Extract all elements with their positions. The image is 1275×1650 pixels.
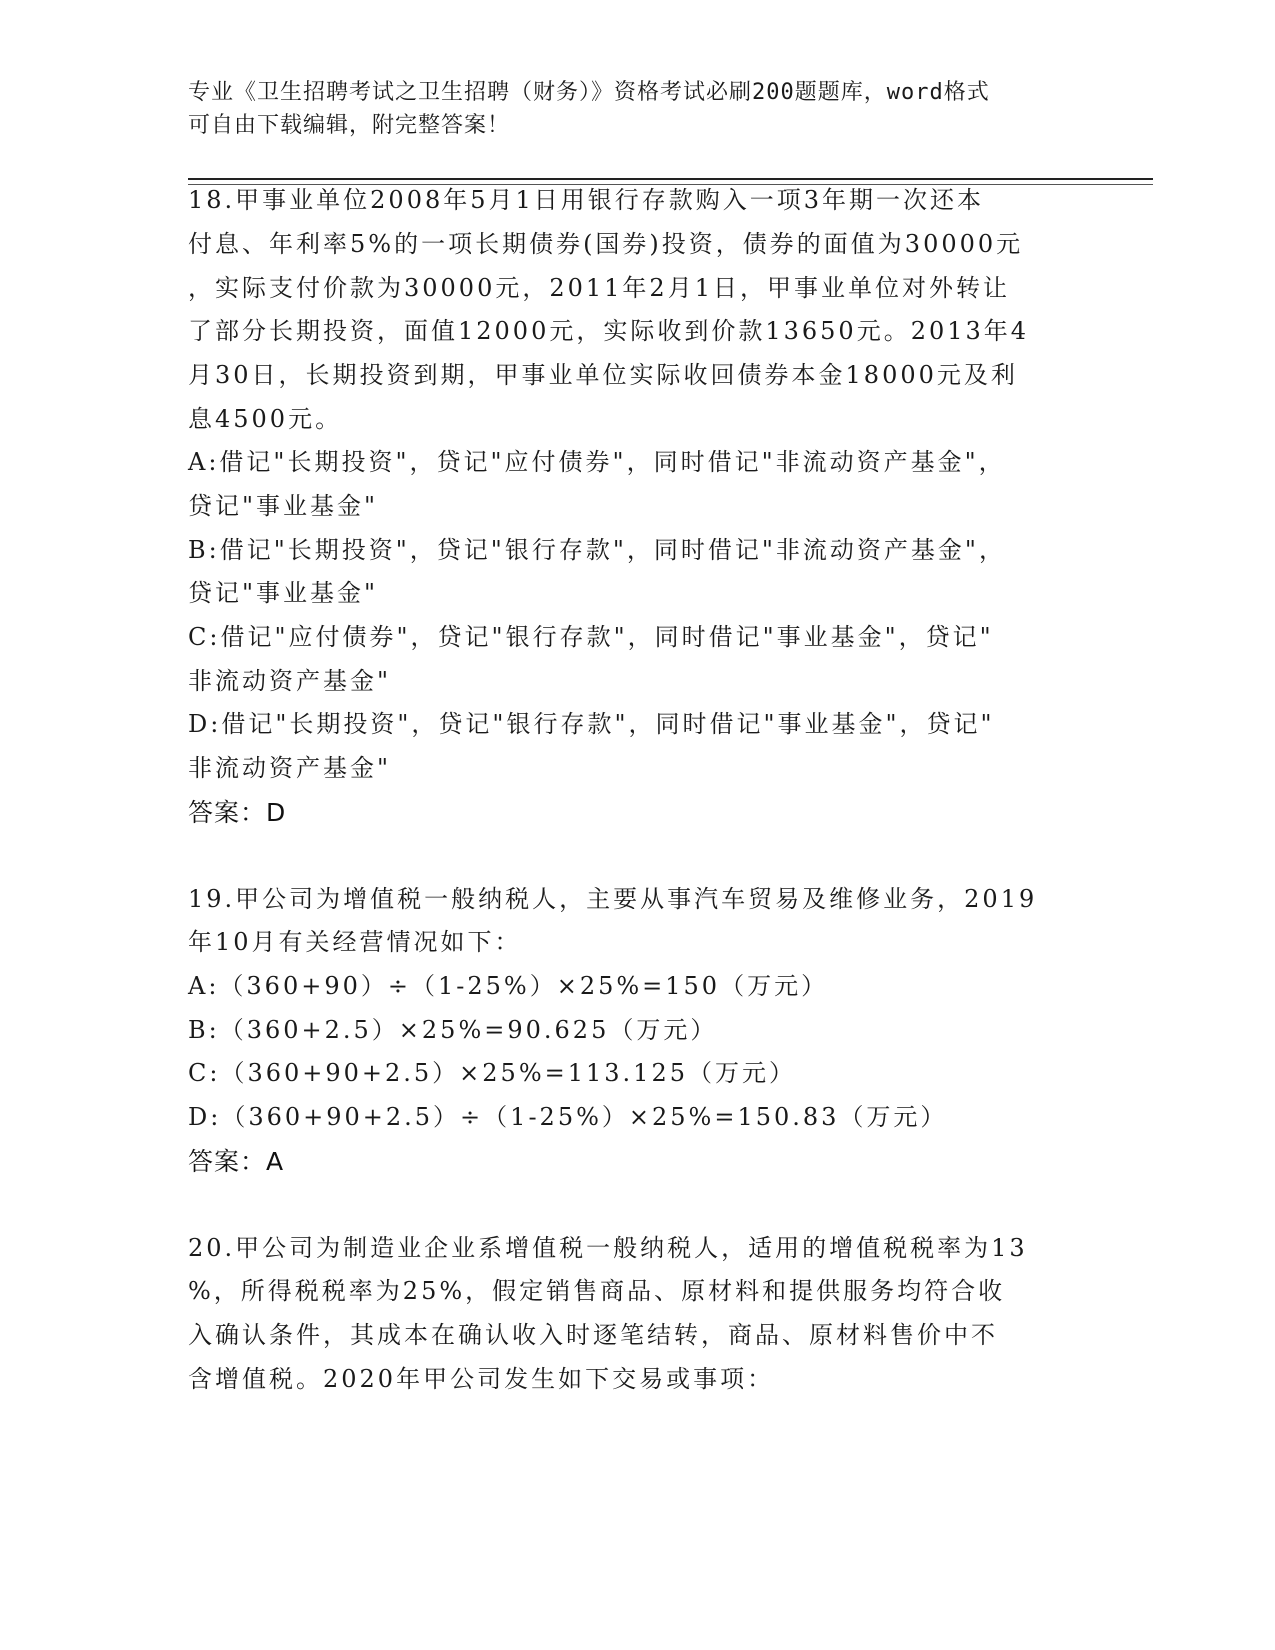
question-18-stem-line: 月30日，长期投资到期，甲事业单位实际收回债券本金18000元及利 <box>188 361 1018 389</box>
question-18-option-d: D:借记"长期投资"，贷记"银行存款"，同时借记"事业基金"，贷记" <box>188 710 995 738</box>
question-18-answer: 答案：D <box>188 798 287 827</box>
header-title-line-1: 专业《卫生招聘考试之卫生招聘（财务）》资格考试必刷200题题库，word格式 <box>188 80 990 105</box>
document-header <box>188 76 1068 142</box>
question-18-stem-line: ，实际支付价款为30000元，2011年2月1日，甲事业单位对外转让 <box>188 274 1010 302</box>
question-18-option-b-cont: 贷记"事业基金" <box>188 579 379 607</box>
question-20-stem-line: 含增值税。2020年甲公司发生如下交易或事项： <box>188 1365 775 1393</box>
question-18-stem-line: 付息、年利率5%的一项长期债券(国券)投资，债券的面值为30000元 <box>188 230 1024 258</box>
question-18-stem-line: 了部分长期投资，面值12000元，实际收到价款13650元。2013年4 <box>188 317 1030 345</box>
question-18-option-a-cont: 贷记"事业基金" <box>188 492 379 520</box>
question-18-option-c: C:借记"应付债券"，贷记"银行存款"，同时借记"事业基金"，贷记" <box>188 623 994 651</box>
question-19-option-a: A:（360+90）÷（1-25%）×25%=150（万元） <box>188 972 829 1000</box>
question-19-stem-line: 年10月有关经营情况如下： <box>188 928 522 956</box>
question-19-option-b: B:（360+2.5）×25%=90.625（万元） <box>188 1016 718 1044</box>
question-19-option-c: C:（360+90+2.5）×25%=113.125（万元） <box>188 1059 796 1087</box>
question-20-stem-line: %，所得税税率为25%，假定销售商品、原材料和提供服务均符合收 <box>188 1277 1006 1305</box>
question-18-option-d-cont: 非流动资产基金" <box>188 754 392 782</box>
question-20-stem-line: 20.甲公司为制造业企业系增值税一般纳税人，适用的增值税税率为13 <box>188 1234 1028 1262</box>
header-title-line-2: 可自由下载编辑，附完整答案！ <box>188 113 511 138</box>
question-18-option-c-cont: 非流动资产基金" <box>188 667 392 695</box>
question-18-stem-line: 息4500元。 <box>188 405 343 433</box>
question-19-stem-line: 19.甲公司为增值税一般纳税人，主要从事汽车贸易及维修业务，2019 <box>188 885 1038 913</box>
question-19-option-d: D:（360+90+2.5）÷（1-25%）×25%=150.83（万元） <box>188 1103 948 1131</box>
question-18-option-a: A:借记"长期投资"，贷记"应付债券"，同时借记"非流动资产基金"， <box>188 448 1006 476</box>
question-18-option-b: B:借记"长期投资"，贷记"银行存款"，同时借记"非流动资产基金"， <box>188 536 1006 564</box>
question-18-stem-line: 18.甲事业单位2008年5月1日用银行存款购入一项3年期一次还本 <box>188 186 985 214</box>
question-19-answer: 答案：A <box>188 1147 285 1176</box>
question-20-stem-line: 入确认条件，其成本在确认收入时逐笔结转，商品、原材料售价中不 <box>188 1321 998 1349</box>
